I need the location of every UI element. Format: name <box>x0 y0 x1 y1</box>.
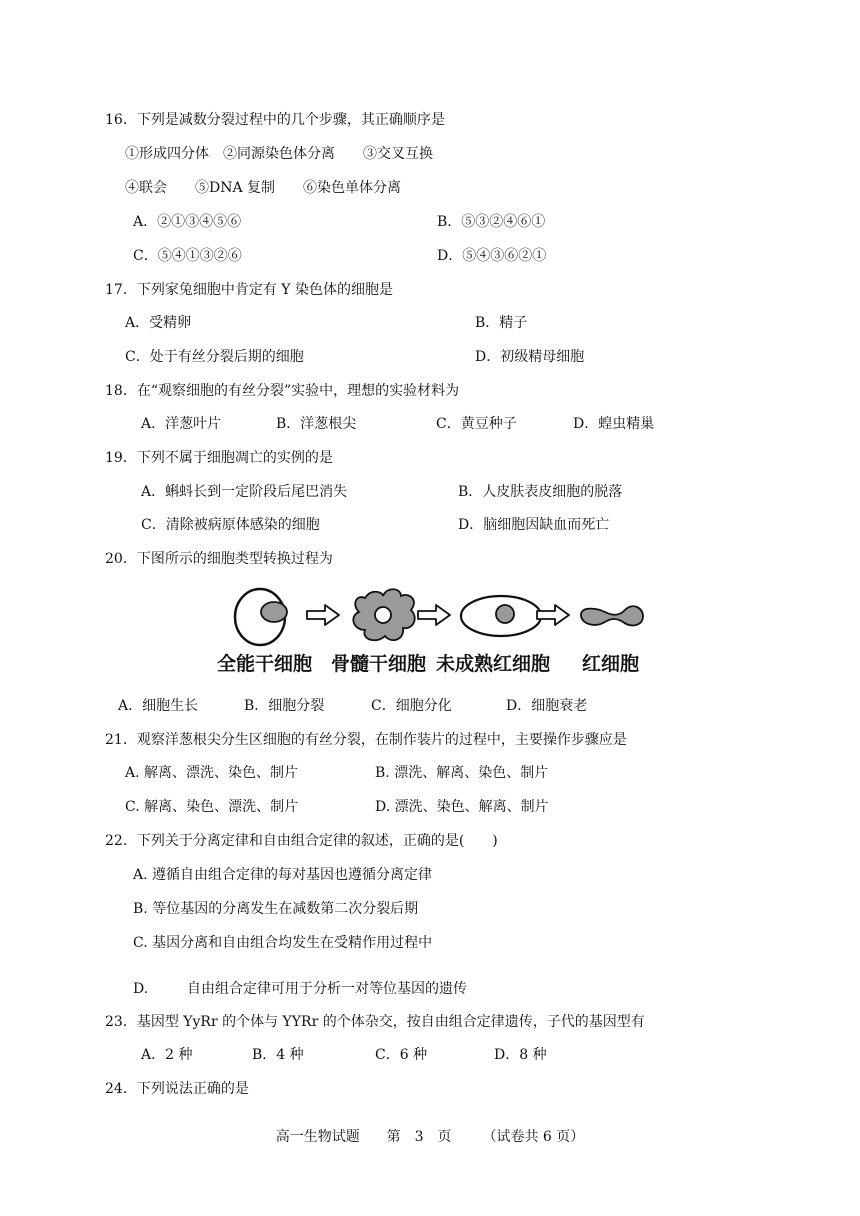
footer-subject: 高一生物试题 <box>275 1129 360 1145</box>
arrow-right-icon <box>537 605 569 625</box>
q20-option-a: A．细胞生长 <box>118 698 199 714</box>
q20-option-d: D．细胞衰老 <box>506 698 588 714</box>
cell-diagram <box>225 582 655 652</box>
q17-stem: 17．下列家兔细胞中肯定有 Y 染色体的细胞是 <box>105 282 393 298</box>
bone-marrow-stem-cell-drawing <box>353 589 414 640</box>
q18-option-d: D．蝗虫精巢 <box>573 416 655 432</box>
figure-label-immature-red-cell: 未成熟红细胞 <box>436 653 551 675</box>
q18-stem: 18．在“观察细胞的有丝分裂”实验中，理想的实验材料为 <box>105 383 460 399</box>
q22-stem: 22．下列关于分离定律和自由组合定律的叙述，正确的是( ) <box>105 833 498 849</box>
q16-steps-line1: ①形成四分体 ②同源染色体分离 ③交叉互换 <box>125 146 433 162</box>
q23-option-c: C．6 种 <box>375 1047 428 1063</box>
figure-label-bone-marrow-stem-cell: 骨髓干细胞 <box>331 653 427 675</box>
red-blood-cell-drawing <box>581 606 643 625</box>
q21-option-d: D. 漂洗、染色、解离、制片 <box>375 799 549 815</box>
cell-transformation-figure <box>217 582 655 682</box>
q18-option-b: B．洋葱根尖 <box>276 416 357 432</box>
q18-option-a: A．洋葱叶片 <box>141 416 222 432</box>
q16-option-d: D．⑤④③⑥②① <box>437 248 547 264</box>
q22-option-a: A. 遵循自由组合定律的每对基因也遵循分离定律 <box>133 867 433 883</box>
totipotent-stem-cell-drawing <box>235 589 287 645</box>
q19-option-a: A．蝌蚪长到一定阶段后尾巴消失 <box>141 484 348 500</box>
q22-option-d-text: 自由组合定律可用于分析一对等位基因的遗传 <box>187 981 467 997</box>
q22-option-c: C. 基因分离和自由组合均发生在受精作用过程中 <box>133 935 433 951</box>
q23-option-d: D．8 种 <box>494 1047 547 1063</box>
q16-option-a: A．②①③④⑤⑥ <box>133 214 242 230</box>
immature-red-cell-drawing <box>461 596 541 636</box>
q17-option-c: C．处于有丝分裂后期的细胞 <box>125 349 304 365</box>
page-footer <box>0 1126 860 1146</box>
q17-option-a: A．受精卵 <box>125 315 192 331</box>
footer-page-number: 第 3 页 <box>386 1129 452 1145</box>
q21-option-c: C. 解离、染色、漂洗、制片 <box>125 799 299 815</box>
q19-stem: 19．下列不属于细胞凋亡的实例的是 <box>105 450 333 466</box>
q16-option-b: B．⑤③②④⑥① <box>437 214 546 230</box>
q18-option-c: C．黄豆种子 <box>436 416 517 432</box>
q23-stem: 23．基因型 YyRr 的个体与 YYRr 的个体杂交，按自由组合定律遗传，子代的基因型有 <box>105 1014 645 1030</box>
q22-option-d-letter: D. <box>133 981 149 997</box>
q22-option-b: B. 等位基因的分离发生在减数第二次分裂后期 <box>133 901 419 917</box>
q17-option-d: D．初级精母细胞 <box>475 349 585 365</box>
q21-stem: 21．观察洋葱根尖分生区细胞的有丝分裂，在制作装片的过程中，主要操作步骤应是 <box>105 732 627 748</box>
q24-stem: 24．下列说法正确的是 <box>105 1081 249 1097</box>
figure-label-red-blood-cell: 红细胞 <box>582 653 640 675</box>
q20-stem: 20．下图所示的细胞类型转换过程为 <box>105 551 333 567</box>
q23-option-b: B．4 种 <box>252 1047 304 1063</box>
q19-option-c: C．清除被病原体感染的细胞 <box>141 517 320 533</box>
q20-option-c: C．细胞分化 <box>371 698 452 714</box>
q21-option-b: B. 漂洗、解离、染色、制片 <box>375 765 549 781</box>
footer-total-pages: （试卷共 6 页） <box>482 1129 585 1145</box>
q16-option-c: C．⑤④①③②⑥ <box>133 248 242 264</box>
q19-option-d: D．脑细胞因缺血而死亡 <box>458 517 610 533</box>
q21-option-a: A. 解离、漂洗、染色、制片 <box>125 765 299 781</box>
arrow-right-icon <box>418 605 450 625</box>
q17-option-b: B．精子 <box>475 315 528 331</box>
q23-option-a: A．2 种 <box>141 1047 193 1063</box>
q16-stem: 16．下列是减数分裂过程中的几个步骤，其正确顺序是 <box>105 112 445 128</box>
q19-option-b: B．人皮肤表皮细胞的脱落 <box>458 484 623 500</box>
figure-label-totipotent-stem-cell: 全能干细胞 <box>217 653 313 675</box>
arrow-right-icon <box>307 605 339 625</box>
q16-steps-line2: ④联会 ⑤DNA 复制 ⑥染色单体分离 <box>125 180 402 196</box>
q20-option-b: B．细胞分裂 <box>244 698 325 714</box>
